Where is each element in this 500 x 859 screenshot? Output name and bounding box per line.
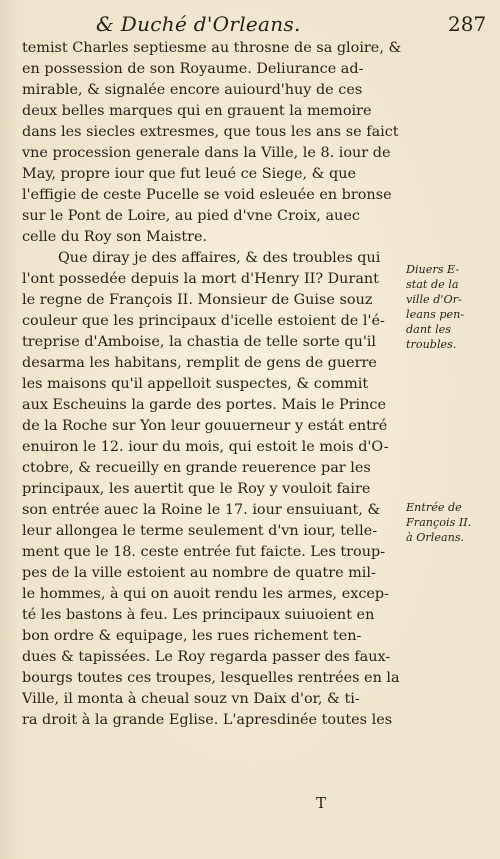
text-line: son entrée auec la Roine le 17. iour ensuiuant, & bbox=[22, 502, 381, 518]
text-line: ment que le 18. ceste entrée fut faicte. Les troup- bbox=[22, 544, 386, 560]
text-line: les maisons qu'il appelloit suspectes, & commit bbox=[22, 376, 369, 392]
page-number: 287 bbox=[448, 12, 487, 36]
margin-note-line: stat de la bbox=[406, 278, 459, 291]
page-header bbox=[0, 8, 500, 38]
text-line: le hommes, à qui on auoit rendu les armes, excep- bbox=[22, 586, 389, 602]
text-line: enuiron le 12. iour du mois, qui estoit le mois d'O- bbox=[22, 439, 389, 455]
text-line: couleur que les principaux d'icelle estoient de l'é- bbox=[22, 313, 385, 329]
text-line: temist Charles septiesme au throsne de sa gloire, & bbox=[22, 40, 402, 56]
text-line: mirable, & signalée encore auiourd'huy de ces bbox=[22, 82, 363, 98]
margin-note-line: Diuers E- bbox=[406, 263, 460, 276]
text-line: aux Escheuins la garde des portes. Mais le Prince bbox=[22, 397, 386, 413]
body-text bbox=[22, 38, 404, 731]
margin-note-line: à Orleans. bbox=[406, 531, 465, 544]
margin-note-line: ville d'Or- bbox=[406, 293, 462, 306]
text-line: de la Roche sur Yon leur gouuerneur y estát entré bbox=[22, 418, 388, 434]
text-line: desarma les habitans, remplit de gens de guerre bbox=[22, 355, 377, 371]
text-line: sur le Pont de Loire, au pied d'vne Croix, auec bbox=[22, 208, 360, 224]
text-line: pes de la ville estoient au nombre de quatre mil- bbox=[22, 565, 376, 581]
margin-note-troubles bbox=[406, 262, 496, 352]
paragraph-start-line: Que diray je des affaires, & des troubles qui bbox=[58, 250, 381, 266]
text-line: treprise d'Amboise, la chastia de telle sorte qu'il bbox=[22, 334, 377, 350]
text-line: Ville, il monta à cheual souz vn Daix d'or, & ti- bbox=[22, 691, 360, 707]
text-line: celle du Roy son Maistre. bbox=[22, 229, 208, 245]
text-line: le regne de François II. Monsieur de Guise souz bbox=[22, 292, 373, 308]
text-line: dans les siecles extresmes, que tous les ans se faict bbox=[22, 124, 399, 140]
text-line: principaux, les auertit que le Roy y vouloit faire bbox=[22, 481, 371, 497]
margin-note-line: leans pen- bbox=[406, 308, 465, 321]
text-line: deux belles marques qui en grauent la memoire bbox=[22, 103, 372, 119]
catchword: T bbox=[316, 794, 327, 812]
text-line: en possession de son Royaume. Deliurance ad- bbox=[22, 61, 364, 77]
text-line: leur allongea le terme seulement d'vn iour, telle- bbox=[22, 523, 378, 539]
text-line: ra droit à la grande Eglise. L'apresdinée toutes les bbox=[22, 712, 393, 728]
text-line: May, propre iour que fut leué ce Siege, & que bbox=[22, 166, 356, 182]
text-line: bon ordre & equipage, les rues richement ten- bbox=[22, 628, 362, 644]
text-line: vne procession generale dans la Ville, le 8. iour de bbox=[22, 145, 391, 161]
text-line: té les bastons à feu. Les principaux suiuoient en bbox=[22, 607, 375, 623]
text-line: dues & tapissées. Le Roy regarda passer des faux- bbox=[22, 649, 391, 665]
margin-note-line: François II. bbox=[406, 516, 472, 529]
text-line: l'ont possedée depuis la mort d'Henry II? Durant bbox=[22, 271, 379, 287]
running-title: & Duché d'Orleans. bbox=[96, 12, 301, 36]
margin-note-line: troubles. bbox=[406, 338, 457, 351]
margin-note-line: dant les bbox=[406, 323, 452, 336]
margin-note-entree bbox=[406, 500, 496, 545]
margin-note-line: Entrée de bbox=[406, 501, 462, 514]
text-line: bourgs toutes ces troupes, lesquelles rentrées en la bbox=[22, 670, 400, 686]
text-line: l'effigie de ceste Pucelle se void esleuée en bronse bbox=[22, 187, 392, 203]
text-line: ctobre, & recueilly en grande reuerence par les bbox=[22, 460, 371, 476]
